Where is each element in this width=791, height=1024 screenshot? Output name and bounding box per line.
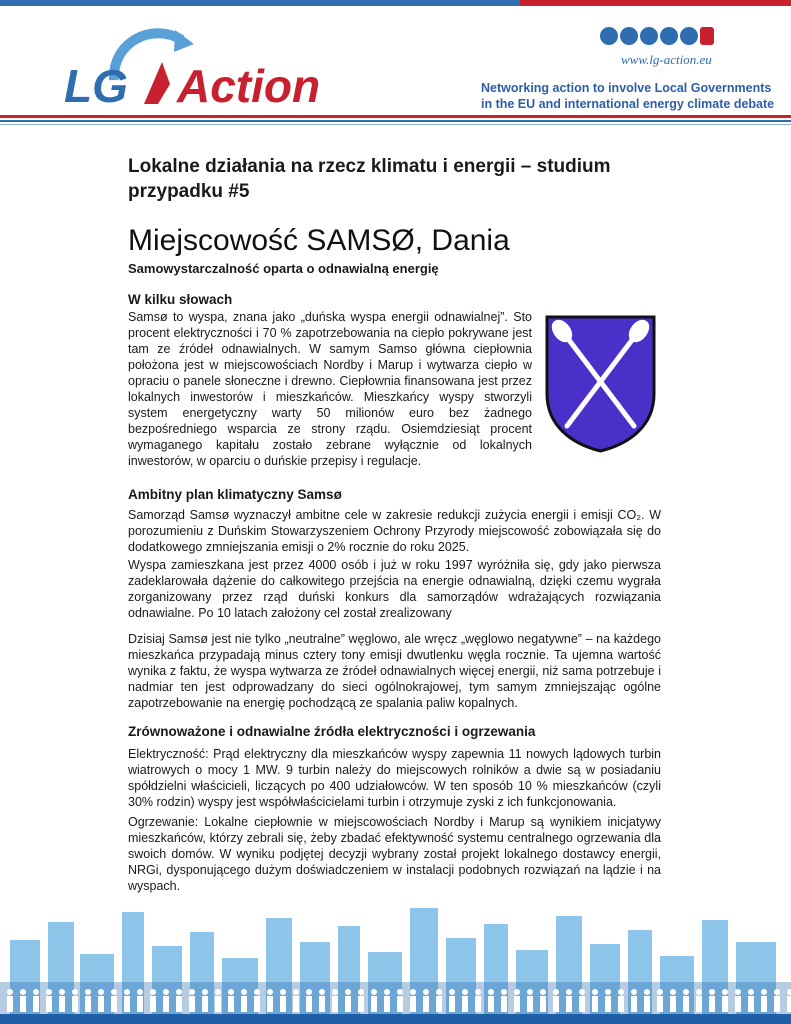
plug-icon (700, 27, 714, 45)
page-subtitle: Samowystarczalność oparta o odnawialną energię (128, 261, 439, 276)
page-title: Miejscowość SAMSØ, Dania (128, 224, 510, 257)
header-rule-blue (0, 120, 791, 122)
top-color-bar (0, 0, 791, 6)
paragraph: Samsø to wyspa, znana jako „duńska wyspa energii odnawialnej”. Sto procent elektryczności i 70 % zapotrzebowania na ciepło pokrywane jest tam ze źródeł odnawialnych. W samym Samso główna ciepłownia położona jest w miejscowościach Nordby i Marup i wytwarza ciepło w opraciu o panele słoneczne i drewno. Ciepłownia finansowana jest przez lokalnych inwestorów i mieszkańców. Mieszkańcy wyspy stworzyli system energetyczny warty 50 milionów euro bez żadnego bezpośredniego wsparcia ze strony rządu. Osiemdziesiąt procent wymaganego kapitału zostało zebrane wyłącznie od lokalnych inwestorów, w oparciu o duńskie przepisy i regulacje. (128, 310, 532, 468)
lg-action-logo (62, 22, 372, 117)
theme-icons (600, 27, 716, 47)
header-rule-red (0, 115, 791, 118)
wind-turbine-icon (600, 27, 618, 45)
case-study-heading: Lokalne działania na rzecz klimatu i energii – studium przypadku #5 (128, 156, 611, 202)
section-heading: W kilku słowach (128, 292, 233, 307)
sun-icon (620, 27, 638, 45)
section-heading: Ambitny plan klimatyczny Samsø (128, 487, 342, 502)
paragraph: Ogrzewanie: Lokalne ciepłownie w miejscowościach Nordby i Marup są wynikiem inicjatywy mieszkańców, którzy zebrali się, żeby zbadać efektywność systemu centralnego ogrzewania dla swoich domów. W wyniku podjętej decyzji wybrany został projekt lokalnego dostawcy energii, NRGi, dysponującego dużym doświadczeniem w instalacji podobnych rozwiązań na lądzie i na wyspach. (128, 815, 661, 893)
paragraph: Samorząd Samsø wyznaczył ambitne cele w zakresie redukcji zużycia energii i emisji CO₂. W porozumieniu z Duńskim Stowarzyszeniem Ochrony Przyrody miejscowość zobowiązała się do dodatkowego zmniejszania emisji o 2% rocznie do roku 2025. (128, 508, 661, 554)
leaf-icon (640, 27, 658, 45)
paragraph: Dzisiaj Samsø jest nie tylko „neutralne” węglowo, ale wręcz „węglowo negatywne” – na każdego mieszkańca przypadają minus cztery tony emisji dwutlenku węgla rocznie. Ta ujemna wartość wynika z faktu, że wyspa wytwarza ze źródeł odnawialnych więcej energii, niż sama potrzebuje i nadmiar ten jest odprowadzany do sieci ogólnokrajowej, tym samym zmniejszając ogólne zapotrzebowanie na energię pochodzącą ze spalania paliw kopalnych. (128, 632, 661, 710)
section-heading: Zrównoważone i odnawialne źródła elektryczności i ogrzewania (128, 724, 536, 739)
power-icon (680, 27, 698, 45)
city-skyline-footer (0, 902, 791, 1024)
paragraph: Wyspa zamieszkana jest przez 4000 osób i już w roku 1997 wyróżniła się, gdy jako pierwsza zadeklarowała dążenie do całkowitego przejścia na energie odnawialną, dzięki czemu wygrała zorganizowany przez rząd duński konkurs dla samorządów wdrażających rozwiązania odnawialne. Po 10 latach założony cel został zrealizowany (128, 558, 661, 620)
svg-text:LG: LG (64, 60, 128, 112)
paragraph: Elektryczność: Prąd elektryczny dla mieszkańców wyspy zapewnia 11 nowych lądowych turbin wiatrowych o mocy 1 MW. 9 turbin należy do miejscowych rolników a dwie są w posiadaniu spółdzielni właścicieli, liczących po 400 udziałowców. W ten sposób 10 % mieszkańców (czyli 30% rodzin) wyspy jest współwłaścicielami turbin i otrzymuje zyski z ich funkcjonowania. (128, 747, 661, 809)
coat-of-arms-icon (544, 314, 657, 454)
website-url[interactable]: www.lg-action.eu (621, 52, 712, 67)
recycle-icon (660, 27, 678, 45)
header-rule-light (0, 124, 791, 125)
svg-text:Action: Action (177, 60, 321, 112)
tagline: Networking action to involve Local Governments in the EU and international energy climate debate (481, 81, 775, 111)
